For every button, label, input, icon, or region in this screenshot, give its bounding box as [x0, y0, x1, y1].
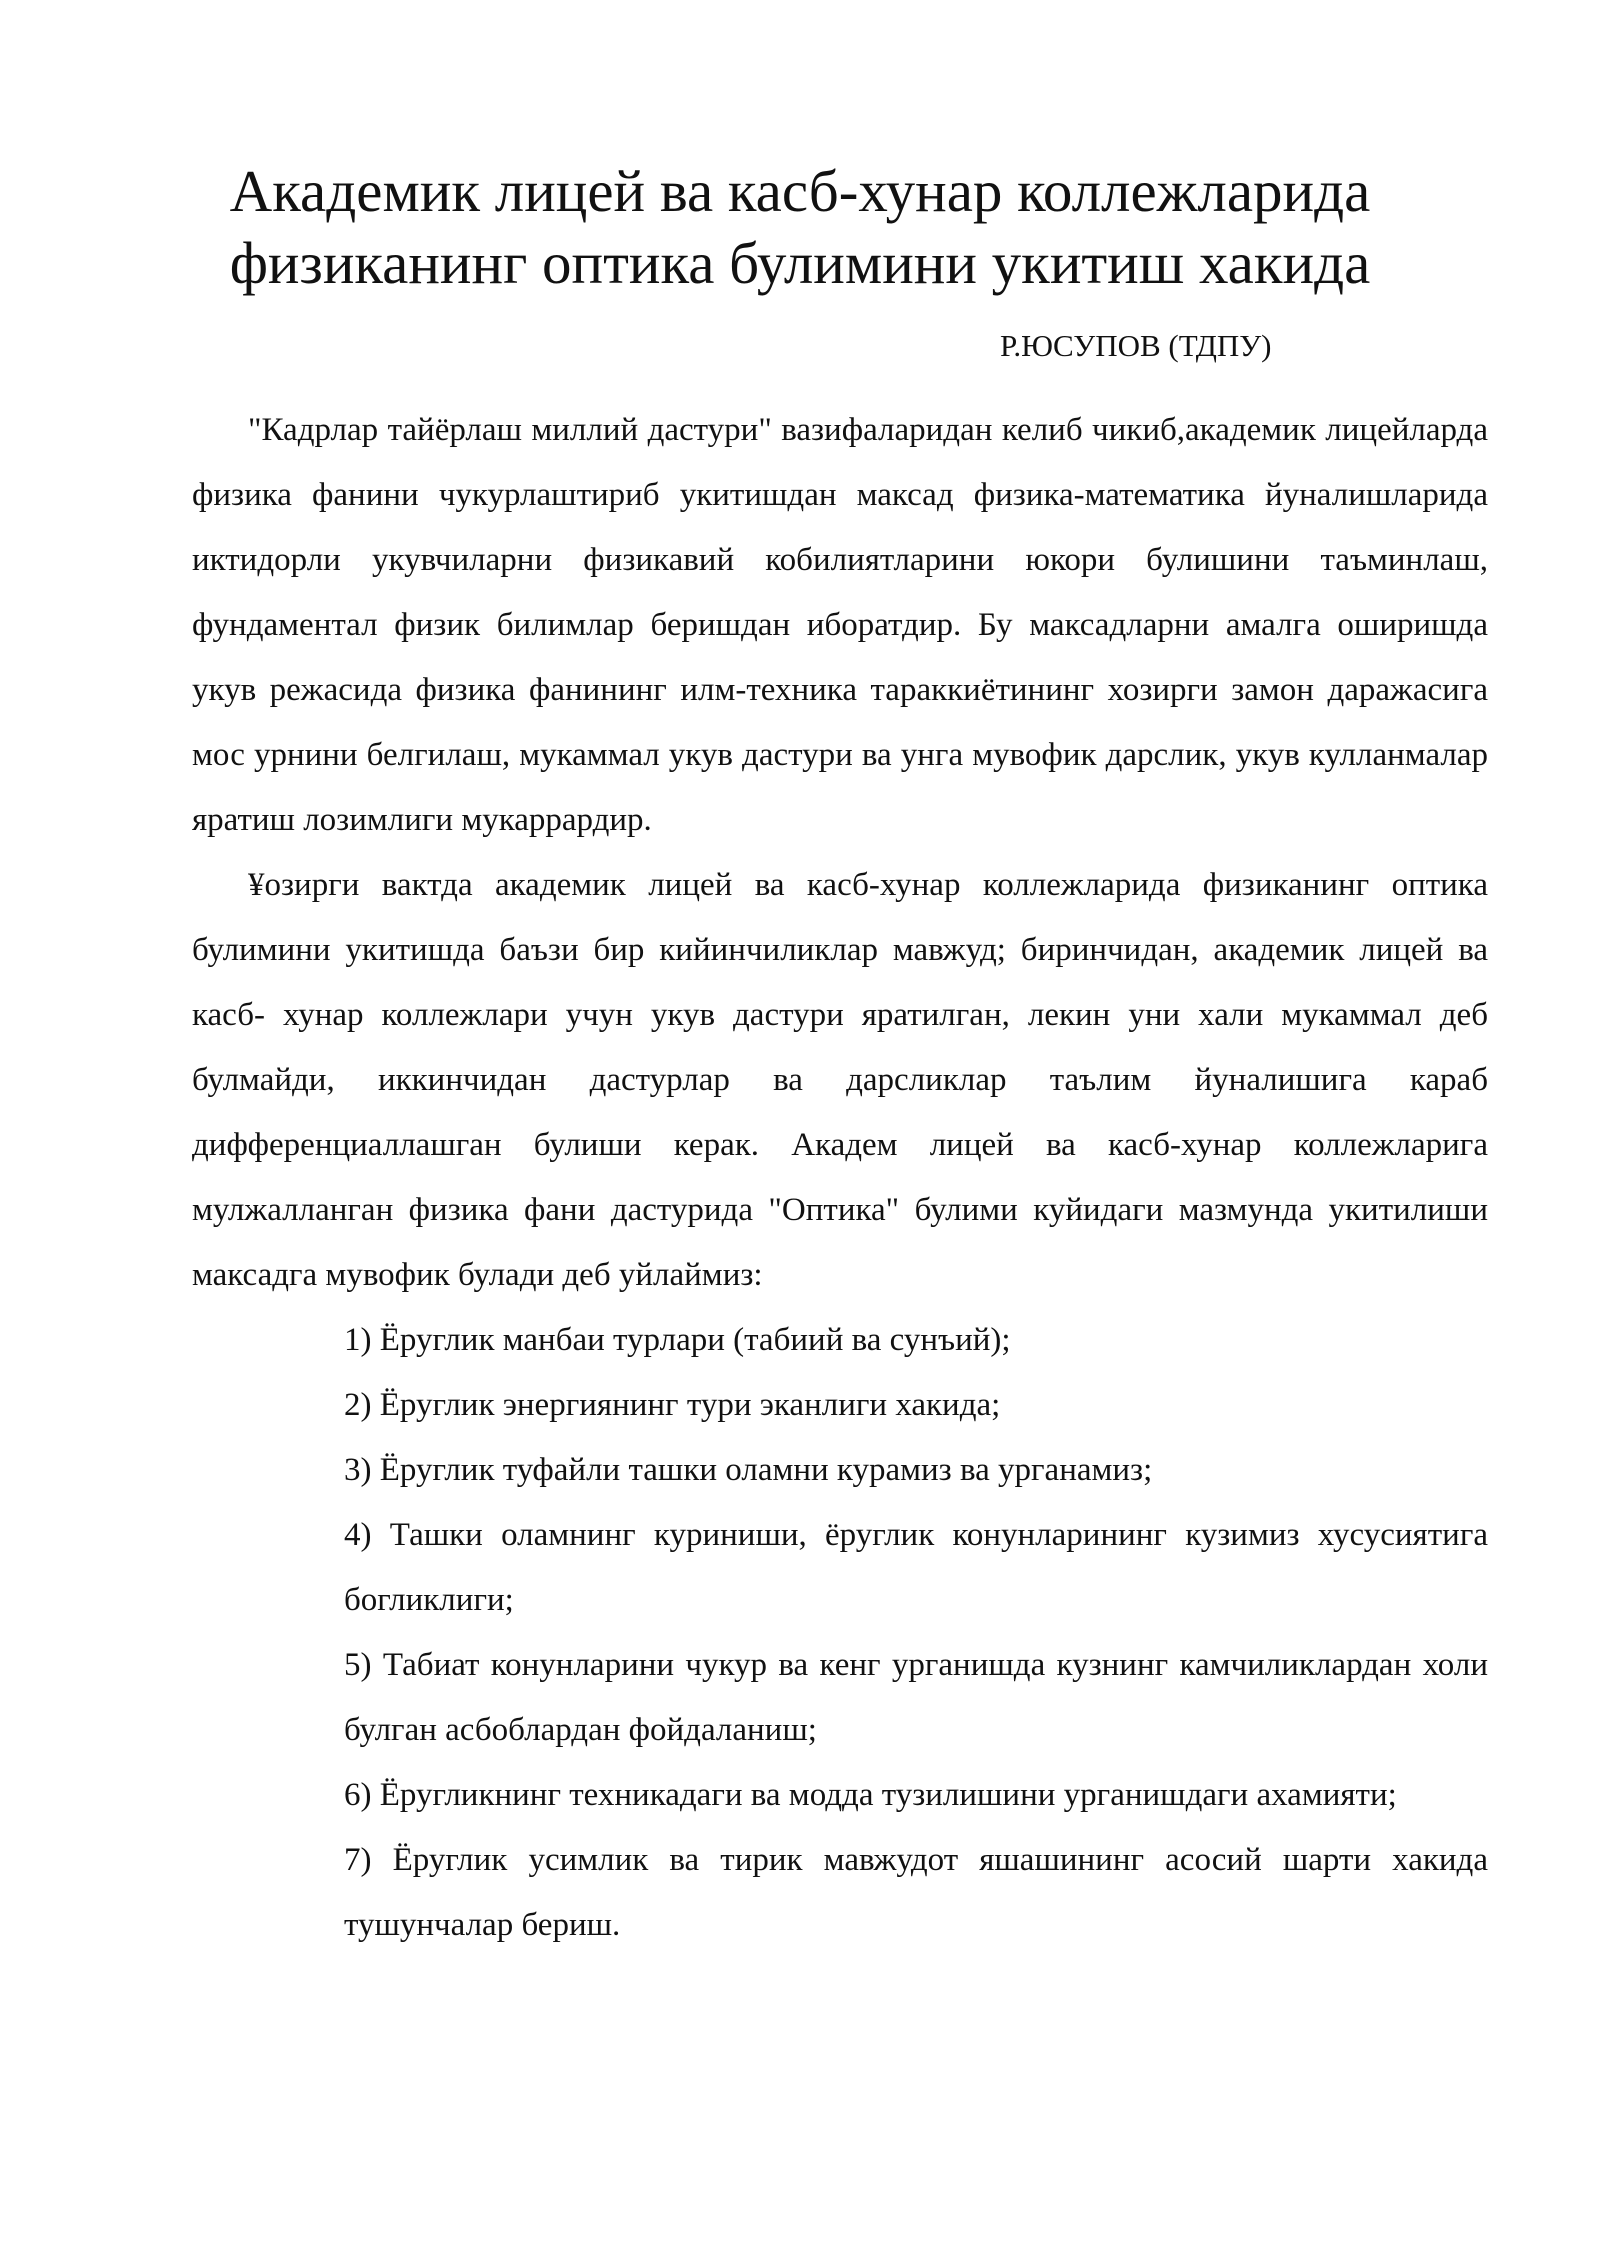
list-item: 4) Ташки оламнинг куриниши, ёруглик конунларининг кузимиз хусусиятига богликлиги; — [344, 1517, 1488, 1618]
paragraph-1: "Кадрлар тайёрлаш миллий дастури" вазифаларидан келиб чикиб,академик лицейларда физика фанини чукурлаштириб укитишдан максад физика-математика йуналишларида иктидорли укувчиларни физикавий кобилиятларини юкори булишини таъминлаш, фундаментал физик билимлар беришдан иборатдир. Бу максадларни амалга оширишда укув режасида физика фанининг илм-техника тараккиётининг хозирги замон даражасига мос урнини белгилаш, мукаммал укув дастури ва унга мувофик дарслик, укув кулланмалар яратиш лозимлиги мукаррардир. — [192, 412, 1488, 838]
page-title — [190, 155, 1410, 299]
title-line-1: Академик лицей ва касб-хунар коллежларида — [229, 158, 1371, 224]
list-item: 1) Ёруглик манбаи турлари (табиий ва сунъий); — [344, 1322, 1011, 1358]
list-item: 3) Ёруглик туфайли ташки оламни курамиз ва урганамиз; — [344, 1452, 1153, 1488]
body-text — [192, 398, 1488, 1958]
title-line-2: физиканинг оптика булимини укитиш хакида — [229, 230, 1371, 296]
paragraph-2: ¥озирги вактда академик лицей ва касб-хунар коллежларида физиканинг оптика булимини укитишда баъзи бир кийинчиликлар мавжуд; биринчидан, академик лицей ва касб- хунар коллежлари учун укув дастури яратилган, лекин уни хали мукаммал деб булмайди, иккинчидан дастурлар ва дарсликлар таълим йуналишига караб дифференциаллашган булиши керак. Академ лицей ва касб-хунар коллежларига мулжалланган физика фани дастурида "Оптика" булими куйидаги мазмунда укитилиши максадга мувофик булади деб уйлаймиз: — [192, 867, 1488, 1293]
list-item: 2) Ёруглик энергиянинг тури эканлиги хакида; — [344, 1387, 1001, 1423]
list-item: 5) Табиат конунларини чукур ва кенг урганишда кузнинг камчиликлардан холи булган асбоблардан фойдаланиш; — [344, 1647, 1488, 1748]
list-item: 6) Ёругликнинг техникадаги ва модда тузилишини урганишдаги ахамияти; — [344, 1777, 1397, 1813]
author-line: Р.ЮСУПОВ (ТДПУ) — [1000, 328, 1272, 363]
list-item: 7) Ёруглик усимлик ва тирик мавжудот яшашининг асосий шарти хакида тушунчалар бериш. — [344, 1842, 1488, 1943]
topic-list — [192, 1308, 1488, 1958]
